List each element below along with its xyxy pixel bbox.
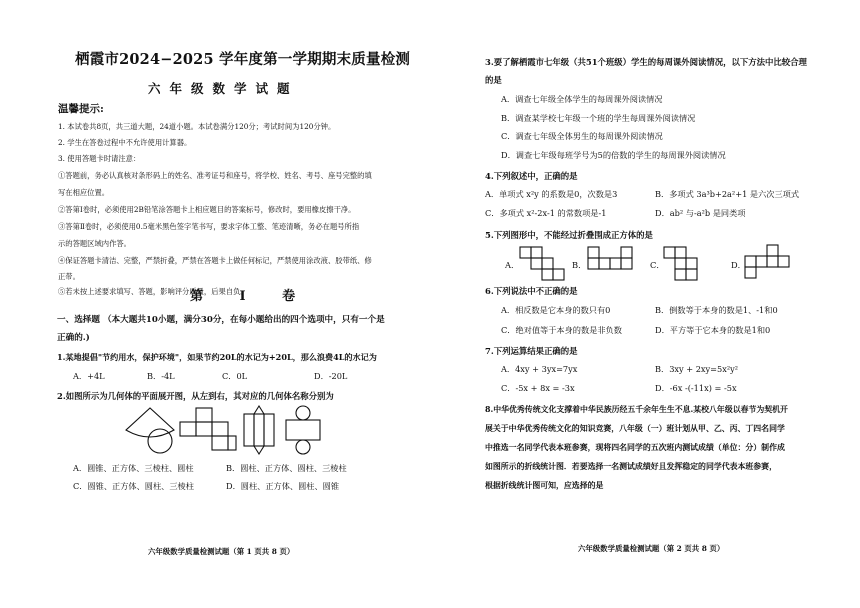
q3-option-d: D．调查七年级每班学号为5的倍数的学生的每周课外阅读情况: [501, 150, 726, 160]
prism-net-figure: [244, 406, 274, 454]
tip-line: ⑤若未按上述要求填写、答题，影响评分质量，后果自负。: [58, 287, 248, 296]
q8-line: 如图所示的折线统计图．若要选择一名测试成绩好且发挥稳定的同学代表本班参赛，: [485, 462, 777, 471]
q1-option-d: D．-20L: [314, 371, 348, 381]
q5-net-d: [743, 243, 795, 283]
tip-line: 1. 本试卷共8页，共三道大题，24道小题。本试卷满分120分；考试时间为120分钟。: [58, 122, 336, 131]
q5-net-c: [662, 245, 714, 281]
page-footer: 六年级数学质量检测试题（第 2 页共 8 页）: [578, 544, 725, 553]
q2-option-c: C．圆锥、正方体、圆柱、三棱柱: [73, 481, 194, 491]
q8-line: 中推选一名同学代表本班参赛，现将四名同学的五次班内测试成绩（单位：分）制作成: [485, 443, 785, 452]
q3-stem: 3.要了解栖霞市七年级（共51个班级）学生的每周课外阅读情况，以下方法中比较合理: [485, 57, 807, 67]
q6-option-b: B．倒数等于本身的数是1、-1和0: [655, 305, 778, 315]
q6-option-c: C．绝对值等于本身的数是非负数: [501, 325, 622, 335]
page-footer: 六年级数学质量检测试题（第 1 页共 8 页）: [148, 547, 295, 556]
q3-stem-cont: 的是: [485, 75, 502, 85]
q7-option-a: A．4xy + 3yx=7yx: [501, 364, 578, 374]
q5-label-b: B．: [572, 260, 587, 270]
section-heading: 一、选择题 （本大题共10小题，满分30分，在每小题给出的四个选项中，只有一个是: [57, 315, 385, 325]
q5-label-d: D．: [731, 260, 746, 270]
q3-option-a: A．调查七年级全体学生的每周课外阅读情况: [501, 94, 663, 104]
tip-line: 3. 使用答题卡时请注意：: [58, 154, 141, 163]
tips-heading: 温馨提示:: [58, 103, 104, 115]
q5-net-a: [518, 245, 570, 281]
cone-net-figure: [126, 408, 174, 453]
q5-net-b: [586, 245, 646, 281]
q8-line: 展关于中华优秀传统文化的知识竞赛，八年级（一）班计划从甲、乙、丙、丁四名同学: [485, 424, 785, 433]
cube-net-figure: [180, 408, 236, 450]
q6-stem: 6.下列说法中不正确的是: [485, 286, 578, 296]
q2-stem: 2.如图所示为几何体的平面展开图，从左到右，其对应的几何体名称分别为: [57, 391, 334, 401]
tip-line: 2. 学生在答卷过程中不允许使用计算器。: [58, 138, 192, 147]
q4-option-b: B．多项式 3a³b+2a²+1 是六次三项式: [655, 189, 800, 199]
tip-line: ④保证答题卡清洁、完整，严禁折叠，严禁在答题卡上做任何标记，严禁使用涂改液、胶带纸、修: [58, 256, 372, 265]
q2-option-a: A．圆锥、正方体、三棱柱、圆柱: [73, 463, 194, 473]
q5-stem: 5.下列图形中，不能经过折叠围成正方体的是: [485, 230, 653, 240]
q7-option-d: D．-6x -(-11x) = -5x: [655, 383, 737, 393]
q6-option-a: A．相反数是它本身的数只有0: [501, 305, 611, 315]
q3-option-c: C．调查七年级全体男生的每周课外阅读情况: [501, 131, 663, 141]
tip-line: 写在相应位置。: [58, 188, 110, 197]
q4-option-c: C．多项式 x²-2x-1 的常数项是-1: [485, 208, 607, 218]
q7-option-b: B．3xy + 2xy=5x²y²: [655, 364, 739, 374]
q6-option-d: D．平方等于它本身的数是1和0: [655, 325, 771, 335]
net-figures: [120, 404, 360, 456]
tip-line: ②答第Ⅰ卷时，必须使用2B铅笔涂答题卡上相应题目的答案标号，修改时，要用橡皮擦干净。: [58, 205, 356, 214]
q2-option-d: D．圆柱、正方体、圆柱、圆锥: [226, 481, 340, 491]
q4-stem: 4.下列叙述中，正确的是: [485, 171, 578, 181]
q5-label-c: C．: [650, 260, 665, 270]
section-heading-cont: 正确的.): [57, 333, 90, 343]
q7-stem: 7.下列运算结果正确的是: [485, 346, 578, 356]
q2-option-b: B．圆柱、正方体、圆柱、三棱柱: [226, 463, 347, 473]
tip-line: 示的答题区域内作答。: [58, 239, 131, 248]
volume-heading: 第 Ⅰ 卷: [190, 289, 312, 304]
tip-line: 正带。: [58, 272, 80, 281]
right-page: [430, 0, 860, 608]
q1-option-b: B．-4L: [147, 371, 175, 381]
q1-option-c: C．0L: [222, 371, 248, 381]
cylinder-net-figure: [286, 406, 320, 454]
q3-option-b: B．调查某学校七年级一个班的学生每周课外阅读情况: [501, 113, 696, 123]
q8-line: 根据折线统计图可知，应选择的是: [485, 481, 604, 490]
q4-option-d: D．ab² 与-a²b 是同类项: [655, 208, 746, 218]
tip-line: ①答题前，务必认真核对条形码上的姓名、准考证号和座号，将学校、姓名、考号、座号完整的填: [58, 171, 372, 180]
exam-subtitle: 六年级数学试题: [148, 81, 299, 96]
q5-label-a: A．: [505, 260, 520, 270]
exam-title: 栖霞市2024−2025 学年度第一学期期末质量检测: [75, 51, 411, 68]
q7-option-c: C．-5x + 8x = -3x: [501, 383, 575, 393]
q1-stem: 1.某地提倡"节约用水，保护环境"，如果节约20L的水记为+20L，那么浪费4L的水记为: [57, 352, 377, 362]
q8-line: 8.中华优秀传统文化支撑着中华民族历经五千余年生生不息.某校八年级以春节为契机开: [485, 405, 788, 414]
q1-option-a: A．+4L: [73, 371, 105, 381]
q4-option-a: A．单项式 x²y 的系数是0，次数是3: [485, 189, 618, 199]
tip-line: ③答第Ⅱ卷时，必须使用0.5毫米黑色签字笔书写，要求字体工整、笔迹清晰，务必在题号所指: [58, 222, 360, 231]
